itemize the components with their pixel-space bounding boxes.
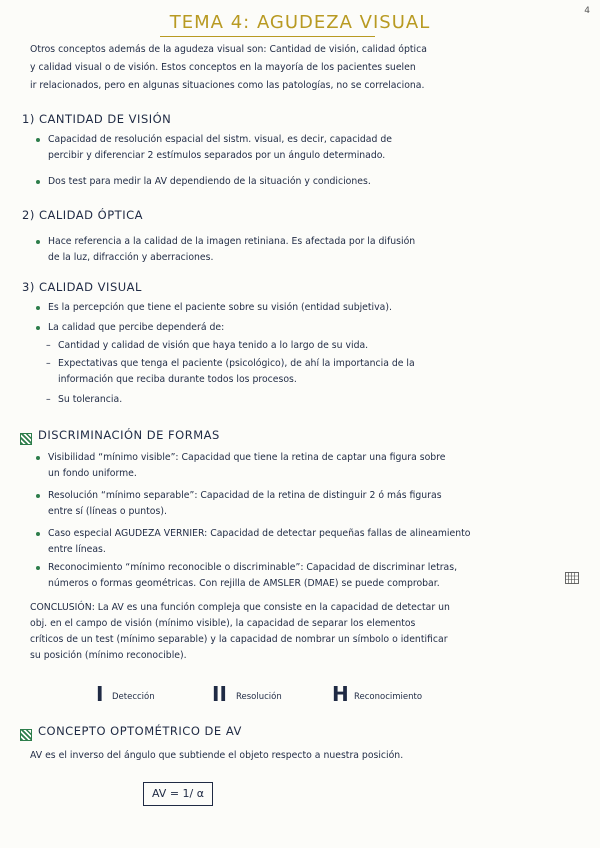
intro-line: y calidad visual o de visión. Estos conceptos en la mayoría de los pacientes suelen (30, 62, 416, 73)
bullet-item: Caso especial AGUDEZA VERNIER: Capacidad de detectar pequeñas fallas de alineamiento entre líneas. (48, 526, 576, 558)
section-heading-calidad-visual: 3) CALIDAD VISUAL (22, 280, 142, 294)
checkbox-icon (20, 729, 32, 741)
symbol-label: Reconocimiento (354, 692, 423, 702)
page-title: TEMA 4: AGUDEZA VISUAL (169, 12, 431, 33)
section-heading-concepto: CONCEPTO OPTOMÉTRICO DE AV (38, 724, 242, 738)
dash-item: – Expectativas que tenga el paciente (psicológico), de ahí la importancia de la información que reciba durante todos los procesos. (58, 356, 576, 388)
conclusion: CONCLUSIÓN: La AV es una función compleja que consiste en la capacidad de detectar un obj. en el campo de visión (mínimo visible), la capacidad de separar los elementos críticos de un test (mínimo separable) y la capacidad de nombrar un símbolo o identificar su posición (mínimo reconocible). (30, 602, 450, 661)
symbol-label: Detección (112, 692, 155, 702)
dash-item: – Su tolerancia. (58, 392, 576, 408)
bullet-item: Resolución “mínimo separable”: Capacidad de la retina de distinguir 2 ó más figuras entre sí (líneas o puntos). (48, 488, 576, 520)
section-heading-discriminacion: DISCRIMINACIÓN DE FORMAS (38, 428, 220, 442)
formula-box: AV = 1/ α (143, 782, 213, 806)
bullet-item: Capacidad de resolución espacial del sistm. visual, es decir, capacidad de percibir y diferenciar 2 estímulos separados por un ángulo determinado. (48, 132, 576, 164)
definition-text: AV es el inverso del ángulo que subtiende el objeto respecto a nuestra posición. (30, 750, 404, 761)
intro-line: ir relacionados, pero en algunas situaciones como las patologías, no se correlaciona. (30, 80, 425, 91)
symbol-deteccion: I (96, 682, 104, 706)
amsler-grid-icon (565, 572, 579, 584)
section-heading-cantidad: 1) CANTIDAD DE VISIÓN (22, 112, 172, 126)
bullet-item: Hace referencia a la calidad de la imagen retiniana. Es afectada por la difusión de la luz, difracción y aberraciones. (48, 234, 576, 266)
symbol-label: Resolución (236, 692, 282, 702)
symbol-reconocimiento: H (332, 682, 349, 706)
symbol-resolucion: II (212, 682, 227, 706)
bullet-item: La calidad que percibe dependerá de: (48, 320, 576, 336)
bullet-item: Reconocimiento “mínimo reconocible o discriminable”: Capacidad de discriminar letras, números o formas geométricas. Con rejilla de AMSLER (DMAE) se puede comprobar. (48, 560, 576, 592)
intro-line: Otros conceptos además de la agudeza visual son: Cantidad de visión, calidad óptica (30, 44, 427, 55)
title-underline (160, 36, 375, 37)
section-heading-calidad-optica: 2) CALIDAD ÓPTICA (22, 208, 143, 222)
checkbox-icon (20, 433, 32, 445)
page-number: 4 (584, 6, 590, 16)
bullet-item: Es la percepción que tiene el paciente sobre su visión (entidad subjetiva). (48, 300, 576, 316)
bullet-item: Visibilidad “mínimo visible”: Capacidad que tiene la retina de captar una figura sobre un fondo uniforme. (48, 450, 576, 482)
dash-item: – Cantidad y calidad de visión que haya tenido a lo largo de su vida. (58, 338, 576, 354)
bullet-item: Dos test para medir la AV dependiendo de la situación y condiciones. (48, 174, 576, 190)
